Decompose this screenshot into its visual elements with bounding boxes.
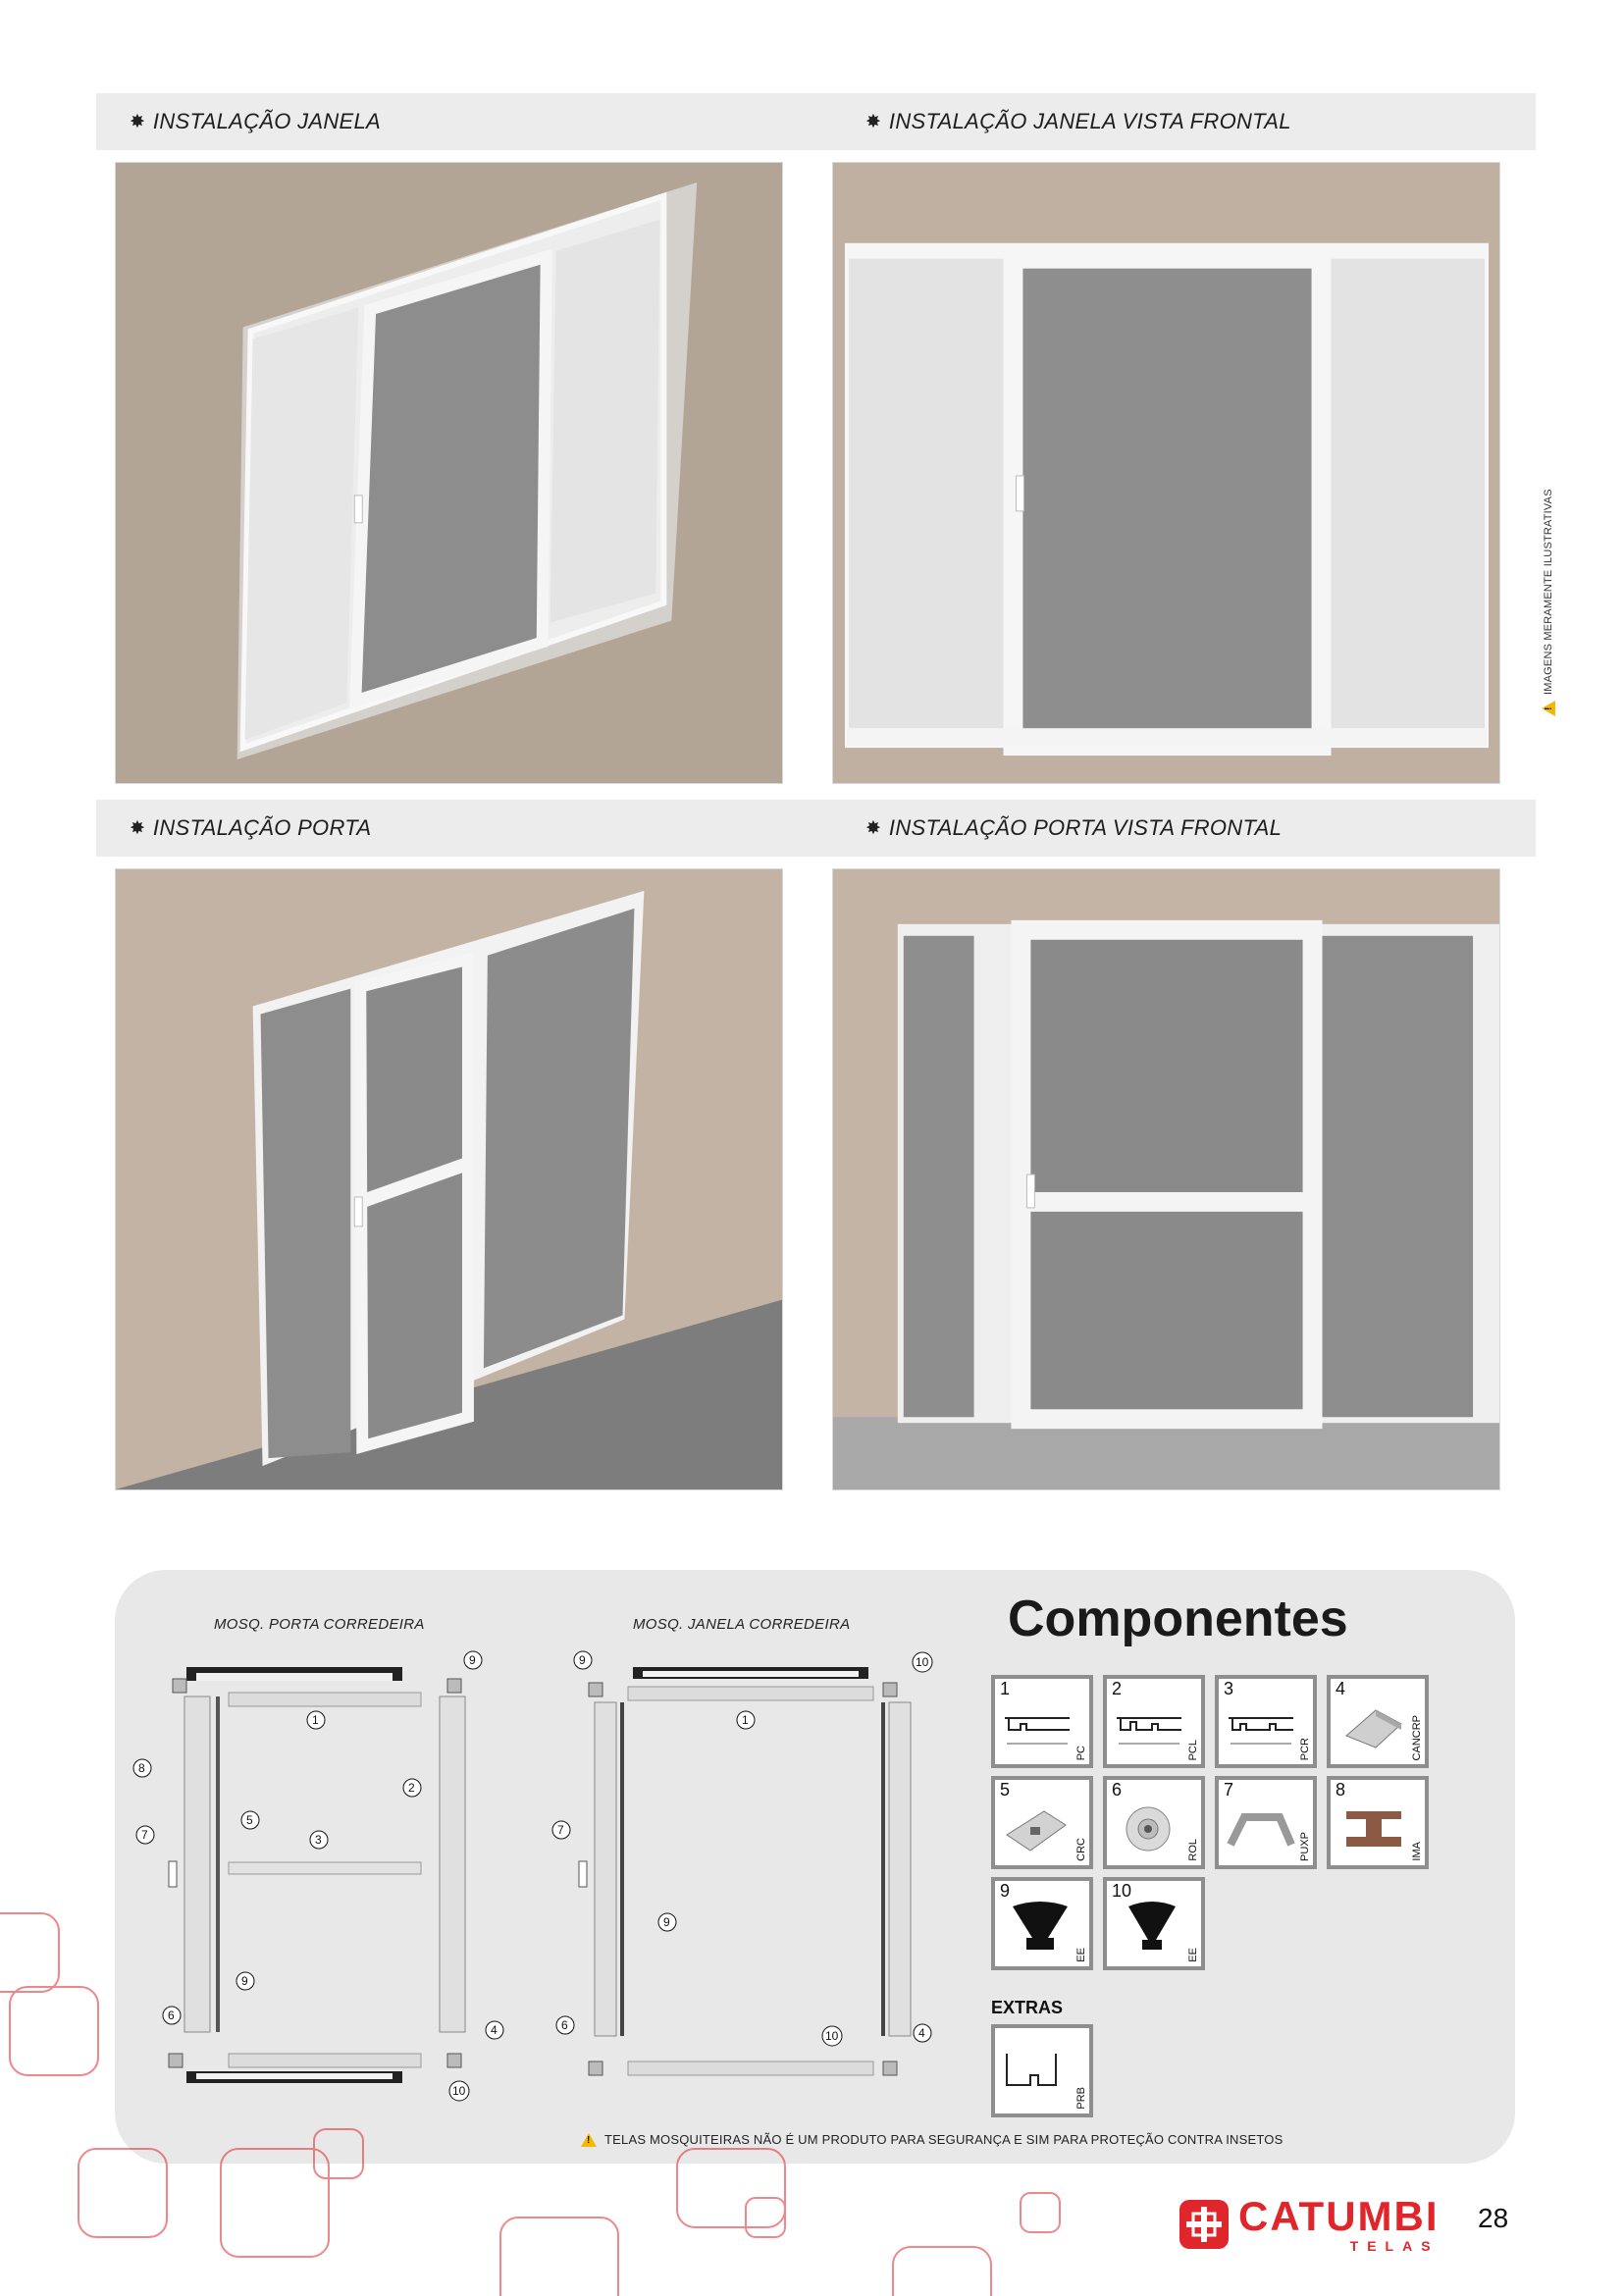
svg-text:6: 6 — [561, 2018, 568, 2032]
section-bar-janela — [96, 93, 834, 150]
component-number: 2 — [1112, 1679, 1123, 1698]
svg-text:4: 4 — [918, 2026, 925, 2040]
svg-text:10: 10 — [452, 2084, 466, 2098]
component-card-pcl — [1103, 1675, 1205, 1768]
component-number: 5 — [1000, 1780, 1011, 1800]
svg-text:2: 2 — [408, 1781, 415, 1795]
component-card-crc — [991, 1776, 1093, 1869]
component-card-ima — [1327, 1776, 1429, 1869]
component-code: EE — [1075, 1948, 1087, 1962]
brand-name: CATUMBI — [1238, 2193, 1440, 2239]
section-bar-porta-frontal — [832, 800, 1536, 857]
component-card-pc — [991, 1675, 1093, 1768]
svg-text:7: 7 — [557, 1823, 564, 1837]
porta-diagram-title: MOSQ. PORTA CORREDEIRA — [214, 1616, 425, 1633]
component-number: 3 — [1224, 1679, 1234, 1698]
star-bullet-icon: ✸ — [130, 817, 145, 839]
svg-text:9: 9 — [579, 1653, 586, 1667]
component-number: 4 — [1336, 1679, 1346, 1698]
svg-text:9: 9 — [469, 1653, 476, 1667]
svg-text:8: 8 — [138, 1761, 145, 1775]
component-code: CRC — [1075, 1838, 1087, 1861]
section-title: INSTALAÇÃO JANELA VISTA FRONTAL — [888, 109, 1291, 133]
component-code: PCL — [1187, 1739, 1199, 1760]
component-code: PUXP — [1299, 1832, 1311, 1861]
svg-text:3: 3 — [315, 1833, 322, 1847]
extras-label: EXTRAS — [991, 1998, 1064, 2017]
component-code: CANCRP — [1411, 1714, 1423, 1760]
components-title: Componentes — [1008, 1591, 1348, 1647]
window-perspective-image — [115, 162, 783, 784]
component-card-pcr — [1215, 1675, 1317, 1768]
star-bullet-icon: ✸ — [865, 817, 881, 839]
component-code: ROL — [1187, 1839, 1199, 1861]
component-number: 8 — [1336, 1780, 1346, 1800]
svg-text:5: 5 — [246, 1813, 253, 1827]
section-bar-porta — [96, 800, 834, 857]
illustrative-images-note — [1539, 461, 1558, 716]
brand-sub: TELAS — [1349, 2238, 1440, 2254]
catumbi-logo — [1179, 2193, 1440, 2254]
svg-text:9: 9 — [663, 1915, 670, 1929]
svg-text:7: 7 — [141, 1828, 148, 1842]
section-bar-janela-frontal — [832, 93, 1536, 150]
component-card-puxp — [1215, 1776, 1317, 1869]
section-title: INSTALAÇÃO JANELA — [152, 109, 382, 133]
svg-text:9: 9 — [241, 1974, 248, 1988]
svg-text:1: 1 — [742, 1713, 749, 1727]
component-number: 10 — [1112, 1881, 1132, 1901]
door-frontal-image — [832, 868, 1500, 1490]
svg-text:10: 10 — [825, 2029, 839, 2043]
door-perspective-image — [115, 868, 783, 1490]
component-number: 6 — [1112, 1780, 1123, 1800]
disclaimer-text: TELAS MOSQUITEIRAS NÃO É UM PRODUTO PARA SEGURANÇA E SIM PARA PROTEÇÃO CONTRA INSETOS — [604, 2132, 1283, 2147]
svg-text:6: 6 — [168, 2009, 175, 2022]
warning-icon — [1542, 701, 1555, 716]
janela-diagram-title: MOSQ. JANELA CORREDEIRA — [633, 1616, 851, 1633]
component-code: EE — [1187, 1948, 1199, 1962]
section-title: INSTALAÇÃO PORTA VISTA FRONTAL — [888, 815, 1283, 840]
component-card-ee-10 — [1103, 1877, 1205, 1970]
component-number: 1 — [1000, 1679, 1011, 1698]
component-code: PCR — [1299, 1737, 1311, 1760]
component-code: PRB — [1075, 2087, 1087, 2110]
catumbi-logo-icon — [1179, 2200, 1229, 2249]
illustrative-images-text: IMAGENS MERAMENTE ILUSTRATIVAS — [1543, 489, 1554, 695]
component-card-rol — [1103, 1776, 1205, 1869]
component-code: IMA — [1411, 1842, 1423, 1861]
star-bullet-icon: ✸ — [865, 111, 881, 132]
svg-text:10: 10 — [916, 1655, 929, 1669]
svg-text:4: 4 — [491, 2023, 498, 2037]
component-number: 7 — [1224, 1780, 1234, 1800]
component-code: PC — [1075, 1745, 1087, 1760]
window-frontal-image — [832, 162, 1500, 784]
svg-text:1: 1 — [312, 1713, 319, 1727]
page-number: 28 — [1478, 2203, 1509, 2233]
decorative-squares — [0, 1904, 1099, 2296]
section-title: INSTALAÇÃO PORTA — [152, 815, 372, 840]
star-bullet-icon: ✸ — [130, 111, 145, 132]
component-card-cancrp — [1327, 1675, 1429, 1768]
component-number: 9 — [1000, 1881, 1011, 1901]
